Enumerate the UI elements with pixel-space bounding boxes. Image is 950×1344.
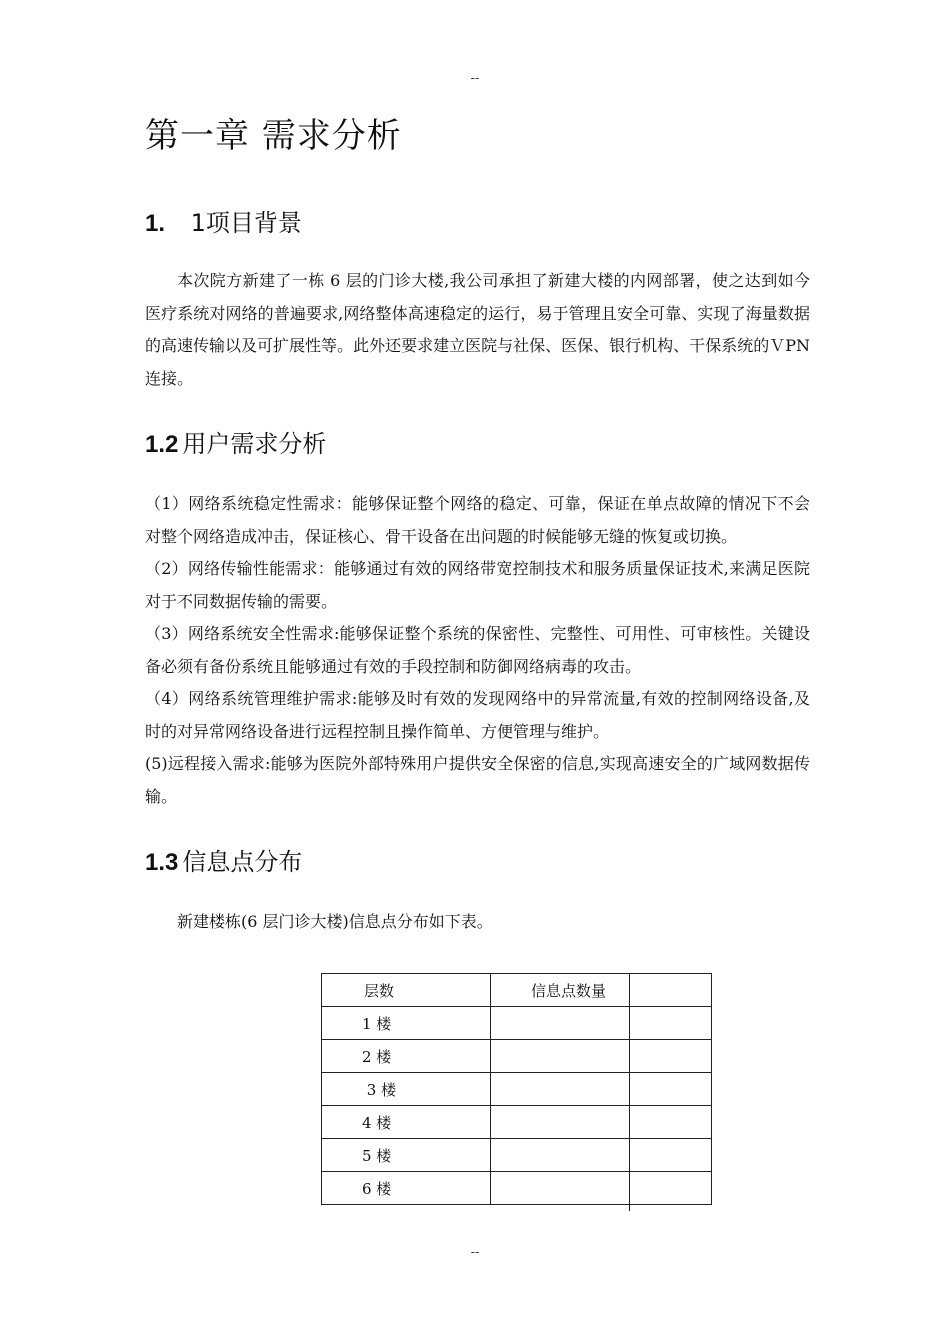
requirement-item: (5)远程接入需求:能够为医院外部特殊用户提供安全保密的信息,实现高速安全的广域网数据传输。 [145, 754, 810, 806]
page-marker-top: -- [470, 70, 480, 85]
section-number: 1.3 [145, 849, 179, 876]
count-cell [491, 1073, 712, 1106]
section-heading-info-points [145, 842, 302, 877]
table-header-row [322, 974, 712, 1007]
section-title: 信息点分布 [182, 848, 303, 876]
requirement-item: （3）网络系统安全性需求:能够保证整个系统的保密性、完整性、可用性、可审核性。关键设备必须有备份系统且能够通过有效的手段控制和防御网络病毒的攻击。 [145, 624, 810, 676]
count-cell [491, 1106, 712, 1139]
floor-cell: 3 楼 [322, 1073, 491, 1106]
floor-cell: 5 楼 [322, 1139, 491, 1172]
count-cell [491, 1139, 712, 1172]
table-row [322, 1172, 712, 1205]
table-right-rule [629, 973, 630, 1211]
count-cell [491, 1007, 712, 1040]
requirement-item: （1）网络系统稳定性需求：能够保证整个网络的稳定、可靠，保证在单点故障的情况下不会对整个网络造成冲击，保证核心、骨干设备在出问题的时候能够无缝的恢复或切换。 [145, 494, 810, 546]
section-heading-project-background [145, 203, 302, 238]
floor-cell: 2 楼 [322, 1040, 491, 1073]
section-heading-user-requirements [145, 424, 326, 459]
count-cell [491, 1172, 712, 1205]
count-cell [491, 1040, 712, 1073]
info-point-table [321, 973, 712, 1205]
section-number: 1. [145, 210, 166, 237]
requirements-list [145, 488, 810, 813]
floor-cell: 1 楼 [322, 1007, 491, 1040]
column-header-floors: 层数 [322, 974, 491, 1007]
section-title: 用户需求分析 [182, 430, 327, 458]
floor-cell: 4 楼 [322, 1106, 491, 1139]
page-marker-bottom: -- [470, 1244, 480, 1259]
column-header-info-point-count: 信息点数量 [491, 974, 712, 1007]
section-number: 1.2 [145, 431, 179, 458]
chapter-title: 第一章 需求分析 [145, 116, 402, 156]
table-row [322, 1073, 712, 1106]
table-row [322, 1007, 712, 1040]
requirement-item: （4）网络系统管理维护需求:能够及时有效的发现网络中的异常流量,有效的控制网络设备,及时的对异常网络设备进行远程控制且操作简单、方便管理与维护。 [145, 689, 810, 741]
requirement-item: （2）网络传输性能需求：能够通过有效的网络带宽控制技术和服务质量保证技术,来满足医院对于不同数据传输的需要。 [145, 559, 810, 611]
section-title: 1项目背景 [190, 209, 302, 237]
table-row [322, 1139, 712, 1172]
floor-cell: 6 楼 [322, 1172, 491, 1205]
table-row [322, 1106, 712, 1139]
background-paragraph: 本次院方新建了一栋 6 层的门诊大楼,我公司承担了新建大楼的内网部署，使之达到如今医疗系统对网络的普遍要求,网络整体高速稳定的运行，易于管理且安全可靠、实现了海量数据的高速传输以及可扩展性等。此外还要求建立医院与社保、医保、银行机构、干保系统的ＶPN 连接。 [145, 271, 810, 388]
table-row [322, 1040, 712, 1073]
table-intro-text: 新建楼栋(6 层门诊大楼)信息点分布如下表。 [177, 912, 493, 931]
